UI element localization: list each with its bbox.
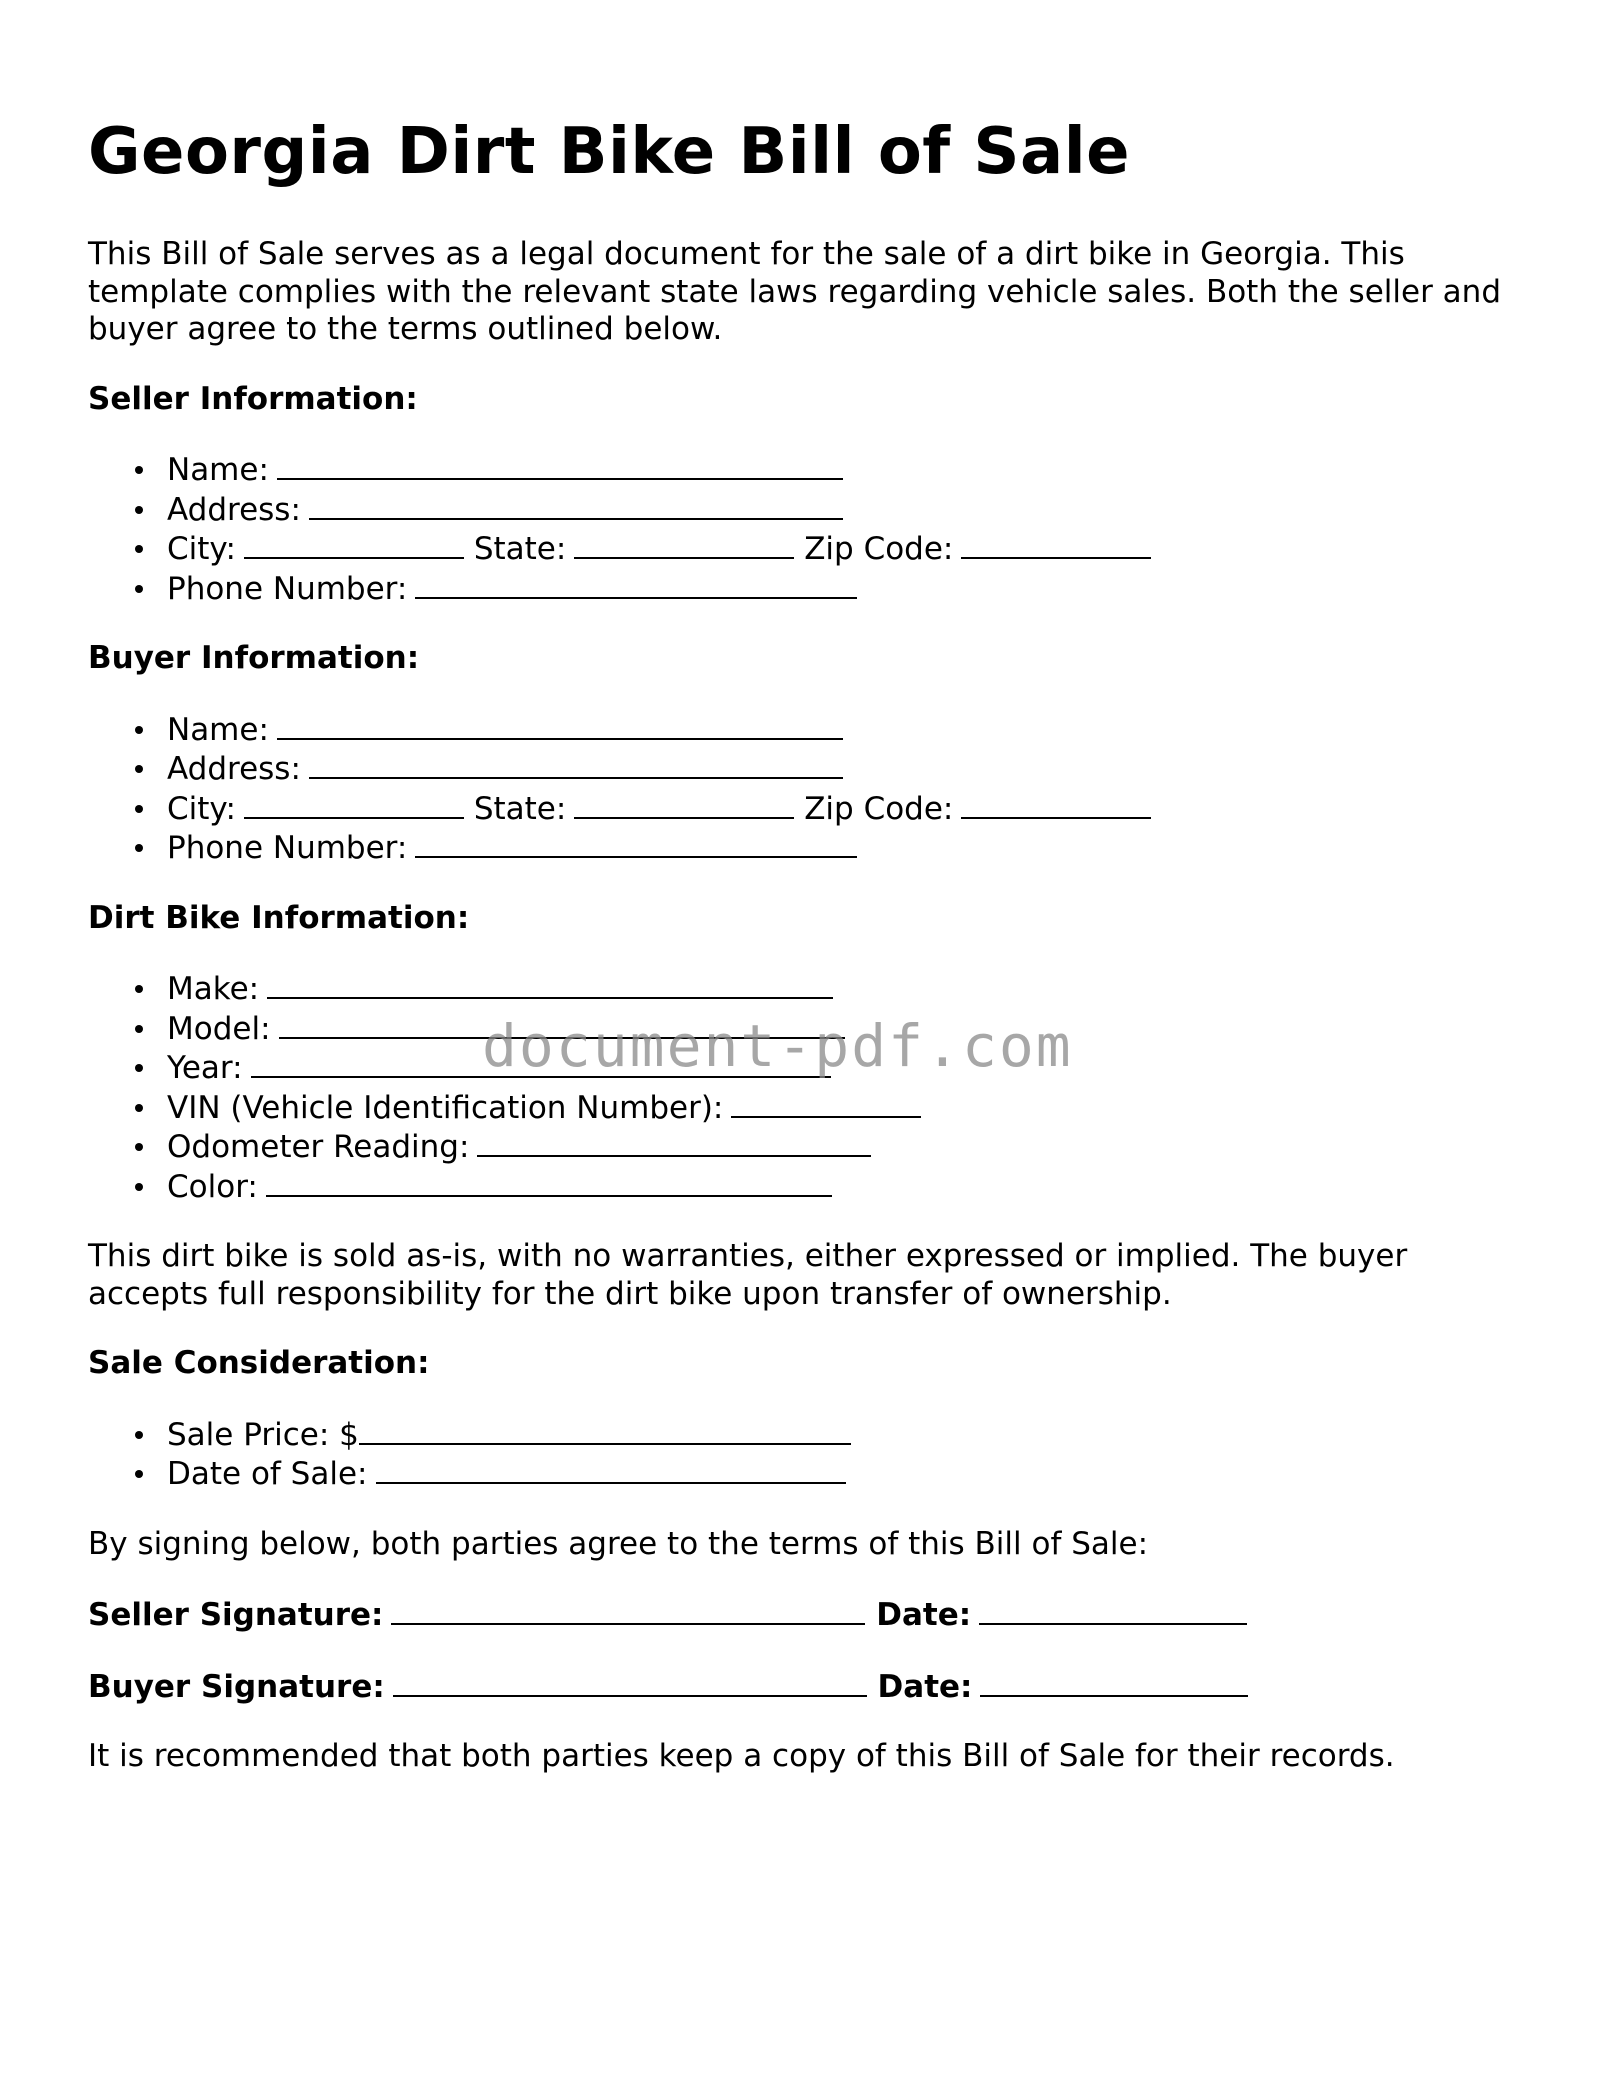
bike-odometer-field[interactable] <box>477 1127 871 1157</box>
buyer-phone-label: Phone Number: <box>167 830 408 866</box>
signing-paragraph: By signing below, both parties agree to the terms of this Bill of Sale: <box>88 1525 1149 1562</box>
seller-state-label: State: <box>473 531 567 567</box>
buyer-state-label: State: <box>473 790 567 827</box>
seller-state-field[interactable] <box>574 529 794 559</box>
sale-date-item <box>167 1454 1528 1494</box>
bike-make-item <box>167 969 1528 1009</box>
seller-address-field[interactable] <box>309 490 843 520</box>
seller-city-field[interactable] <box>244 529 464 559</box>
buyer-signature-line <box>88 1667 1528 1707</box>
bike-color-item <box>167 1167 1528 1207</box>
sale-price-field[interactable] <box>359 1415 851 1445</box>
page-title: Georgia Dirt Bike Bill of Sale <box>88 115 1131 189</box>
bike-fields-list <box>88 969 1528 1206</box>
document-page <box>88 108 1528 1776</box>
seller-address-label: Address: <box>167 491 301 528</box>
seller-zip-field[interactable] <box>961 529 1151 559</box>
buyer-city-item <box>167 789 1528 829</box>
seller-address-item <box>167 490 1528 530</box>
sale-date-field[interactable] <box>376 1454 846 1484</box>
buyer-zip-label: Zip Code: <box>804 790 954 827</box>
sale-fields-list <box>88 1415 1528 1494</box>
seller-phone-label: Phone Number: <box>167 570 408 607</box>
closing-paragraph: It is recommended that both parties keep a copy of this Bill of Sale for their records. <box>88 1738 1395 1774</box>
buyer-address-label: Address: <box>167 751 301 787</box>
seller-signature-date-field[interactable] <box>979 1595 1247 1625</box>
buyer-name-field[interactable] <box>277 710 843 740</box>
buyer-phone-field[interactable] <box>415 828 857 858</box>
seller-name-field[interactable] <box>277 450 843 480</box>
bike-color-field[interactable] <box>266 1167 832 1197</box>
buyer-signature-date-label: Date: <box>877 1668 973 1705</box>
buyer-name-item <box>167 710 1528 750</box>
buyer-city-label: City: <box>167 790 236 827</box>
seller-name-label: Name: <box>167 452 269 488</box>
seller-phone-field[interactable] <box>415 569 857 599</box>
seller-fields-list <box>88 450 1528 608</box>
buyer-address-field[interactable] <box>309 749 843 779</box>
seller-signature-date-label: Date: <box>876 1597 972 1633</box>
seller-signature-label: Seller Signature: <box>88 1597 384 1633</box>
buyer-city-field[interactable] <box>244 789 464 819</box>
sale-price-label: Sale Price: $ <box>167 1416 359 1453</box>
bike-make-label: Make: <box>167 971 260 1007</box>
bike-make-field[interactable] <box>267 969 833 999</box>
watermark: document-pdf.com <box>482 1012 1073 1080</box>
sale-date-label: Date of Sale: <box>167 1456 368 1492</box>
seller-section-heading: Seller Information: <box>88 380 418 417</box>
seller-zip-label: Zip Code: <box>804 531 954 567</box>
bike-section-heading: Dirt Bike Information: <box>88 899 470 936</box>
buyer-signature-field[interactable] <box>393 1667 867 1697</box>
buyer-address-item <box>167 749 1528 789</box>
seller-signature-field[interactable] <box>391 1595 865 1625</box>
buyer-section-heading: Buyer Information: <box>88 640 420 676</box>
bike-odometer-label: Odometer Reading: <box>167 1129 470 1165</box>
seller-name-item <box>167 450 1528 490</box>
buyer-signature-date-field[interactable] <box>980 1667 1248 1697</box>
seller-signature-line <box>88 1595 1528 1635</box>
sale-price-item <box>167 1415 1528 1455</box>
buyer-name-label: Name: <box>167 711 269 748</box>
bike-odometer-item <box>167 1127 1528 1167</box>
bike-vin-item <box>167 1088 1528 1128</box>
as-is-paragraph: This dirt bike is sold as-is, with no warranties, either expressed or implied. The buyer accepts full responsibility for the dirt bike upon transfer of ownership. <box>88 1238 1408 1312</box>
buyer-fields-list <box>88 710 1528 868</box>
seller-city-item <box>167 529 1528 569</box>
buyer-state-field[interactable] <box>574 789 794 819</box>
seller-phone-item <box>167 569 1528 609</box>
bike-model-label: Model: <box>167 1010 271 1047</box>
bike-color-label: Color: <box>167 1168 258 1205</box>
bike-vin-label: VIN (Vehicle Identification Number): <box>167 1089 724 1126</box>
intro-paragraph: This Bill of Sale serves as a legal document for the sale of a dirt bike in Georgia. This template complies with the relevant state laws regarding vehicle sales. Both the seller and buyer agree to the terms outlined below. <box>88 236 1501 347</box>
buyer-signature-label: Buyer Signature: <box>88 1668 385 1705</box>
buyer-zip-field[interactable] <box>961 789 1151 819</box>
buyer-phone-item <box>167 828 1528 868</box>
bike-vin-field[interactable] <box>731 1088 921 1118</box>
seller-city-label: City: <box>167 531 236 567</box>
bike-year-label: Year: <box>167 1050 243 1086</box>
sale-section-heading: Sale Consideration: <box>88 1345 430 1381</box>
